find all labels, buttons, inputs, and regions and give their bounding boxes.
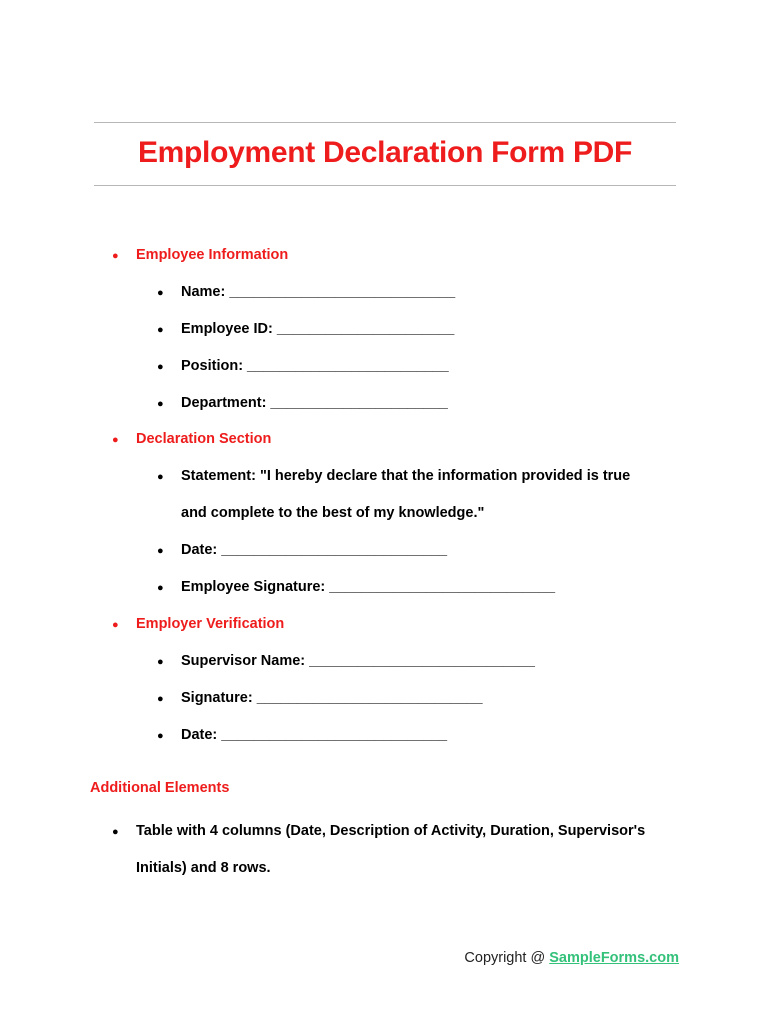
bullet-icon: ● (112, 434, 119, 446)
brand-link[interactable]: SampleForms.com (549, 950, 679, 966)
field-signature (157, 690, 483, 706)
additional-elements-heading: Additional Elements (90, 780, 230, 796)
statement-line-1: Statement: "I hereby declare that the information provided is true (181, 468, 631, 484)
page-title: Employment Declaration Form PDF (137, 136, 633, 169)
field-label: Name: ____________________________ (181, 284, 456, 300)
field-label: Position: _________________________ (181, 358, 449, 374)
bullet-icon: ● (157, 287, 164, 299)
field-statement-continuation (181, 505, 484, 521)
field-employee-signature (157, 579, 556, 595)
field-department (157, 395, 448, 411)
statement-line-2: and complete to the best of my knowledge." (181, 505, 485, 521)
section-employer-verification (112, 616, 285, 632)
bullet-icon: ● (157, 693, 164, 705)
additional-item-line-2: Initials) and 8 rows. (136, 860, 271, 876)
top-divider (94, 122, 676, 123)
field-label: Employee ID: ______________________ (181, 321, 455, 337)
additional-item-line-1: Table with 4 columns (Date, Description of Activity, Duration, Supervisor's (136, 823, 646, 839)
bullet-icon: ● (157, 730, 164, 742)
field-employee-id (157, 321, 455, 337)
section-label: Employee Information (136, 247, 289, 263)
additional-table-item-continuation (136, 860, 271, 876)
field-label: Supervisor Name: ____________________________ (181, 653, 535, 669)
bullet-icon: ● (157, 545, 164, 557)
bullet-icon: ● (157, 398, 164, 410)
bullet-icon: ● (157, 656, 164, 668)
field-verification-date (157, 727, 448, 743)
bullet-icon: ● (157, 471, 164, 483)
field-label: Date: ____________________________ (181, 542, 448, 558)
bullet-icon: ● (112, 250, 119, 262)
field-date (157, 542, 448, 558)
bullet-icon: ● (112, 826, 119, 838)
field-label: Date: ____________________________ (181, 727, 448, 743)
field-label: Department: ______________________ (181, 395, 448, 411)
bottom-divider (94, 185, 676, 186)
field-label: Employee Signature: ____________________________ (181, 579, 556, 595)
section-label: Employer Verification (136, 616, 285, 632)
field-position (157, 358, 449, 374)
bullet-icon: ● (112, 619, 119, 631)
copyright-footer (464, 950, 679, 966)
field-supervisor-name (157, 653, 535, 669)
copyright-prefix: Copyright @ (464, 950, 550, 966)
field-label: Signature: ____________________________ (181, 690, 483, 706)
field-statement (157, 468, 631, 484)
field-name (157, 284, 456, 300)
bullet-icon: ● (157, 582, 164, 594)
section-employee-information (112, 247, 289, 263)
section-label: Declaration Section (136, 431, 272, 447)
section-declaration (112, 431, 272, 447)
bullet-icon: ● (157, 324, 164, 336)
additional-table-item (112, 823, 646, 839)
bullet-icon: ● (157, 361, 164, 373)
